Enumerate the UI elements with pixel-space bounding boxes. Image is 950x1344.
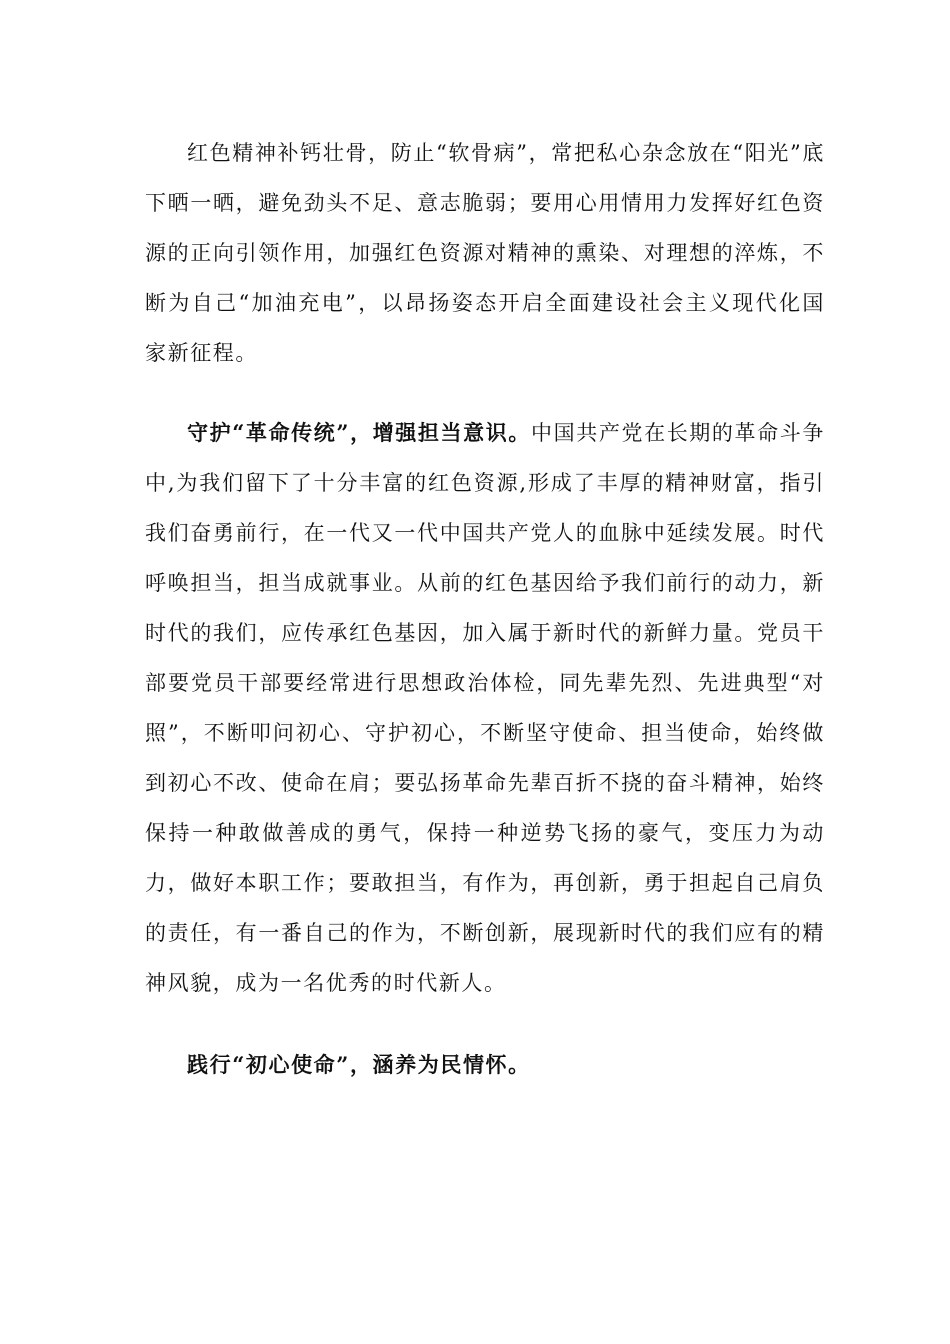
section-heading: 守护“革命传统”，增强担当意识。: [187, 420, 531, 445]
section-heading: 践行“初心使命”，涵养为民情怀。: [187, 1052, 531, 1077]
body-paragraph: [145, 1040, 825, 1090]
body-paragraph: [145, 128, 825, 378]
paragraph-text: 红色精神补钙壮骨，防止“软骨病”，常把私心杂念放在“阳光”底下晒一晒，避免劲头不足、意志脆弱；要用心用情用力发挥好红色资源的正向引领作用，加强红色资源对精神的熏染、对理想的淬炼，不断为自己“加油充电”，以昂扬姿态开启全面建设社会主义现代化国家新征程。: [145, 141, 825, 365]
body-paragraph: [145, 408, 825, 1008]
paragraph-text: 中国共产党在长期的革命斗争中,为我们留下了十分丰富的红色资源,形成了丰厚的精神财富，指引我们奋勇前行，在一代又一代中国共产党人的血脉中延续发展。时代呼唤担当，担当成就事业。从前的红色基因给予我们前行的动力，新时代的我们，应传承红色基因，加入属于新时代的新鲜力量。党员干部要党员干部要经常进行思想政治体检，同先辈先烈、先进典型“对照”，不断叩问初心、守护初心，不断坚守使命、担当使命，始终做到初心不改、使命在肩；要弘扬革命先辈百折不挠的奋斗精神，始终保持一种敢做善成的勇气，保持一种逆势飞扬的豪气，变压力为动力，做好本职工作；要敢担当，有作为，再创新，勇于担起自己肩负的责任，有一番自己的作为，不断创新，展现新时代的我们应有的精神风貌，成为一名优秀的时代新人。: [145, 421, 825, 995]
